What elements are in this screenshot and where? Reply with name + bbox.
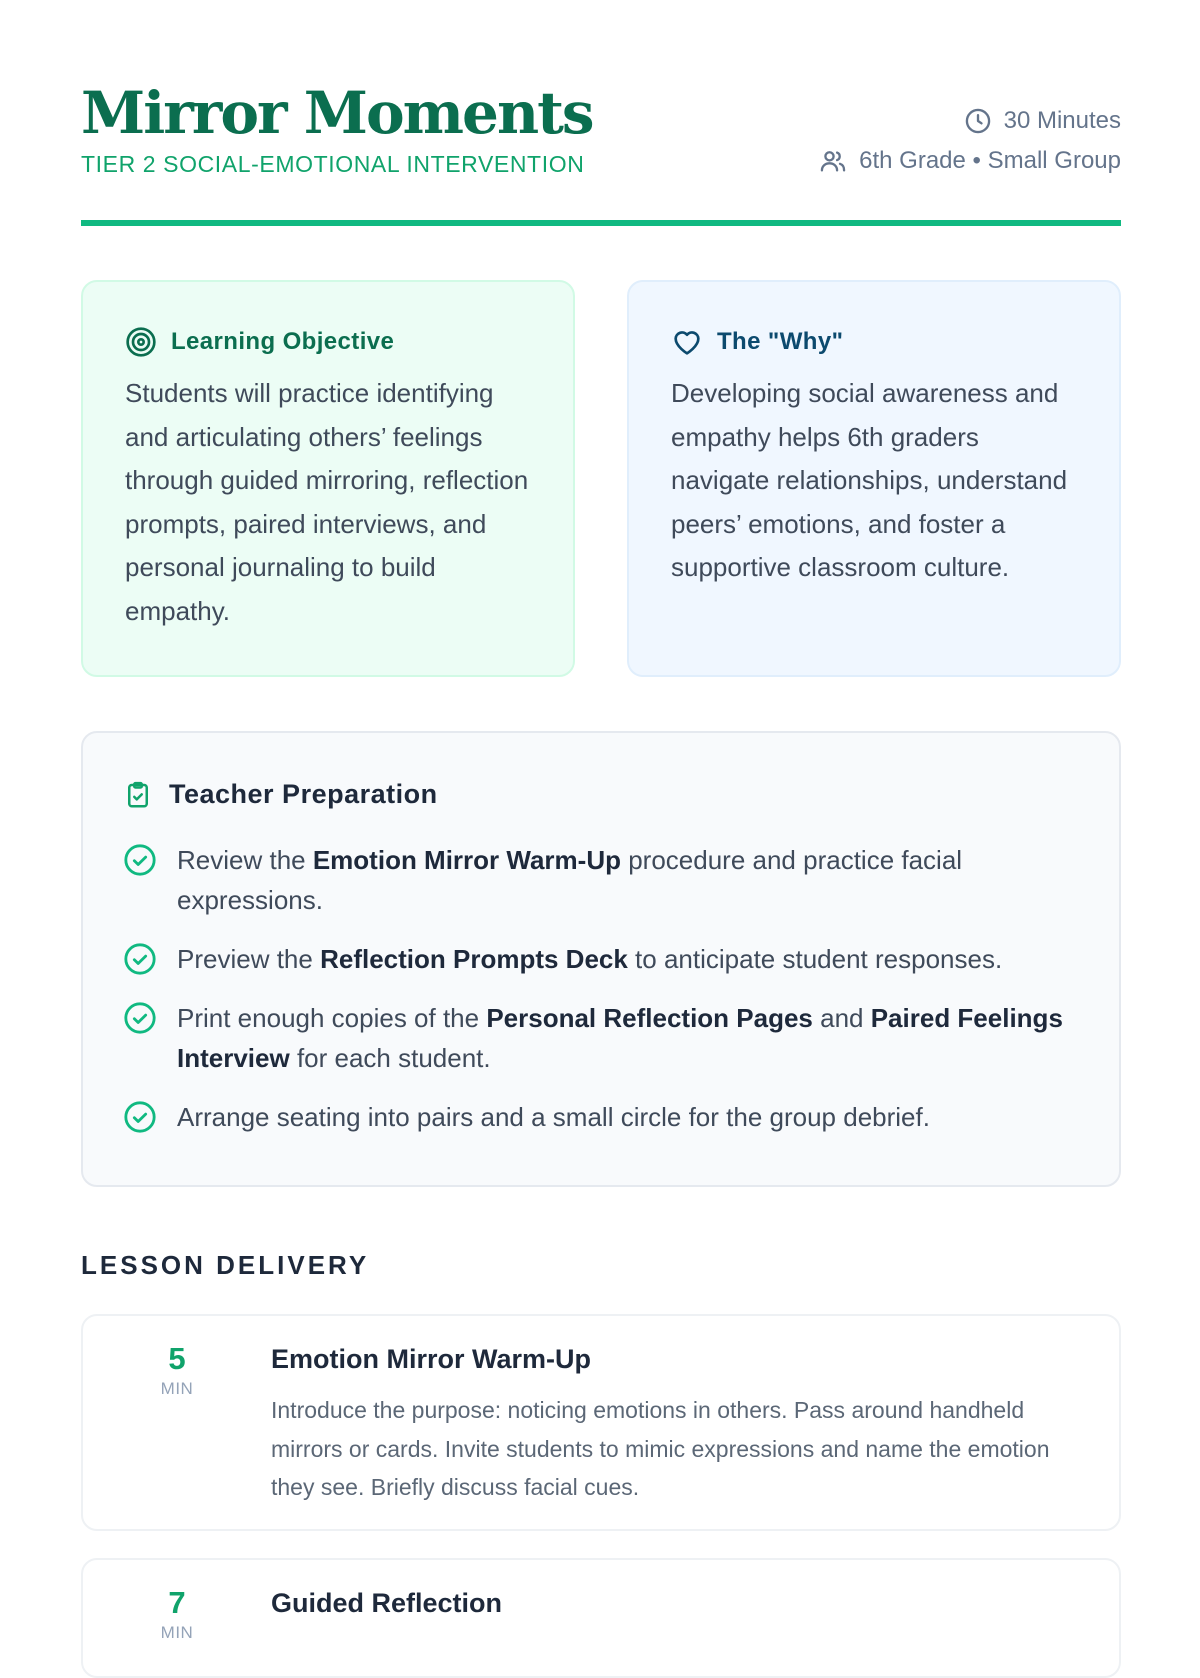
- step-minutes: 5: [168, 1341, 186, 1376]
- clipboard-check-icon: [123, 780, 153, 810]
- teacher-preparation-title: Teacher Preparation: [169, 779, 438, 809]
- learning-objective-heading: [125, 326, 533, 358]
- check-circle-icon: [123, 843, 157, 877]
- prep-item: [123, 1097, 1079, 1137]
- why-text: Developing social awareness and empathy helps 6th graders navigate relationships, understand peers’ emotions, and foster a supportive classroom culture.: [671, 378, 1068, 582]
- prep-item: [123, 998, 1079, 1078]
- step-title: Guided Reflection: [271, 1588, 503, 1618]
- teacher-preparation-list: [123, 840, 1079, 1137]
- teacher-preparation-panel: [81, 731, 1121, 1187]
- duration-text: 30 Minutes: [1003, 107, 1121, 134]
- lesson-plan-page: [81, 0, 1121, 1643]
- duration-meta: [964, 107, 1121, 135]
- page-subtitle: TIER 2 SOCIAL-EMOTIONAL INTERVENTION: [81, 151, 585, 177]
- header-divider: [81, 220, 1121, 226]
- step-minutes: 7: [168, 1585, 186, 1620]
- lesson-step: [81, 1314, 1121, 1531]
- intro-cards: [81, 280, 1121, 677]
- step-duration: [83, 1340, 271, 1399]
- lesson-delivery-heading: LESSON DELIVERY: [81, 1250, 370, 1280]
- heart-icon: [671, 326, 703, 358]
- why-heading: [671, 326, 1079, 358]
- prep-item-text: Review the Emotion Mirror Warm-Up procedure and practice facial expressions.: [177, 845, 963, 915]
- users-icon: [819, 147, 847, 175]
- check-circle-icon: [123, 1100, 157, 1134]
- why-card: [627, 280, 1121, 677]
- prep-item: [123, 840, 1079, 920]
- why-title: The "Why": [717, 328, 844, 355]
- audience-meta: [819, 147, 1121, 175]
- check-circle-icon: [123, 1001, 157, 1035]
- lesson-header: [81, 0, 1121, 226]
- prep-item: [123, 939, 1079, 979]
- step-minutes-unit: MIN: [160, 1623, 194, 1643]
- teacher-preparation-heading: [123, 779, 1079, 810]
- lesson-step: [81, 1558, 1121, 1678]
- learning-objective-title: Learning Objective: [171, 328, 395, 355]
- learning-objective-card: [81, 280, 575, 677]
- audience-text: 6th Grade • Small Group: [859, 147, 1121, 174]
- page-title: Mirror Moments: [81, 79, 593, 147]
- prep-item-text: Preview the Reflection Prompts Deck to anticipate student responses.: [177, 944, 1003, 974]
- clock-icon: [964, 107, 992, 135]
- learning-objective-text: Students will practice identifying and articulating others’ feelings through guided mirroring, reflection prompts, paired interviews, and personal journaling to build empathy.: [125, 378, 529, 626]
- step-title: Emotion Mirror Warm-Up: [271, 1344, 591, 1374]
- target-icon: [125, 326, 157, 358]
- step-minutes-unit: MIN: [160, 1379, 194, 1399]
- check-circle-icon: [123, 942, 157, 976]
- step-duration: [83, 1584, 271, 1643]
- prep-item-text: Print enough copies of the Personal Reflection Pages and Paired Feelings Interview for each student.: [177, 1003, 1063, 1073]
- step-description: Introduce the purpose: noticing emotions in others. Pass around handheld mirrors or cards. Invite students to mimic expressions and name the emotion they see. Briefly discuss facial cues.: [271, 1397, 1050, 1500]
- prep-item-text: Arrange seating into pairs and a small circle for the group debrief.: [177, 1102, 930, 1132]
